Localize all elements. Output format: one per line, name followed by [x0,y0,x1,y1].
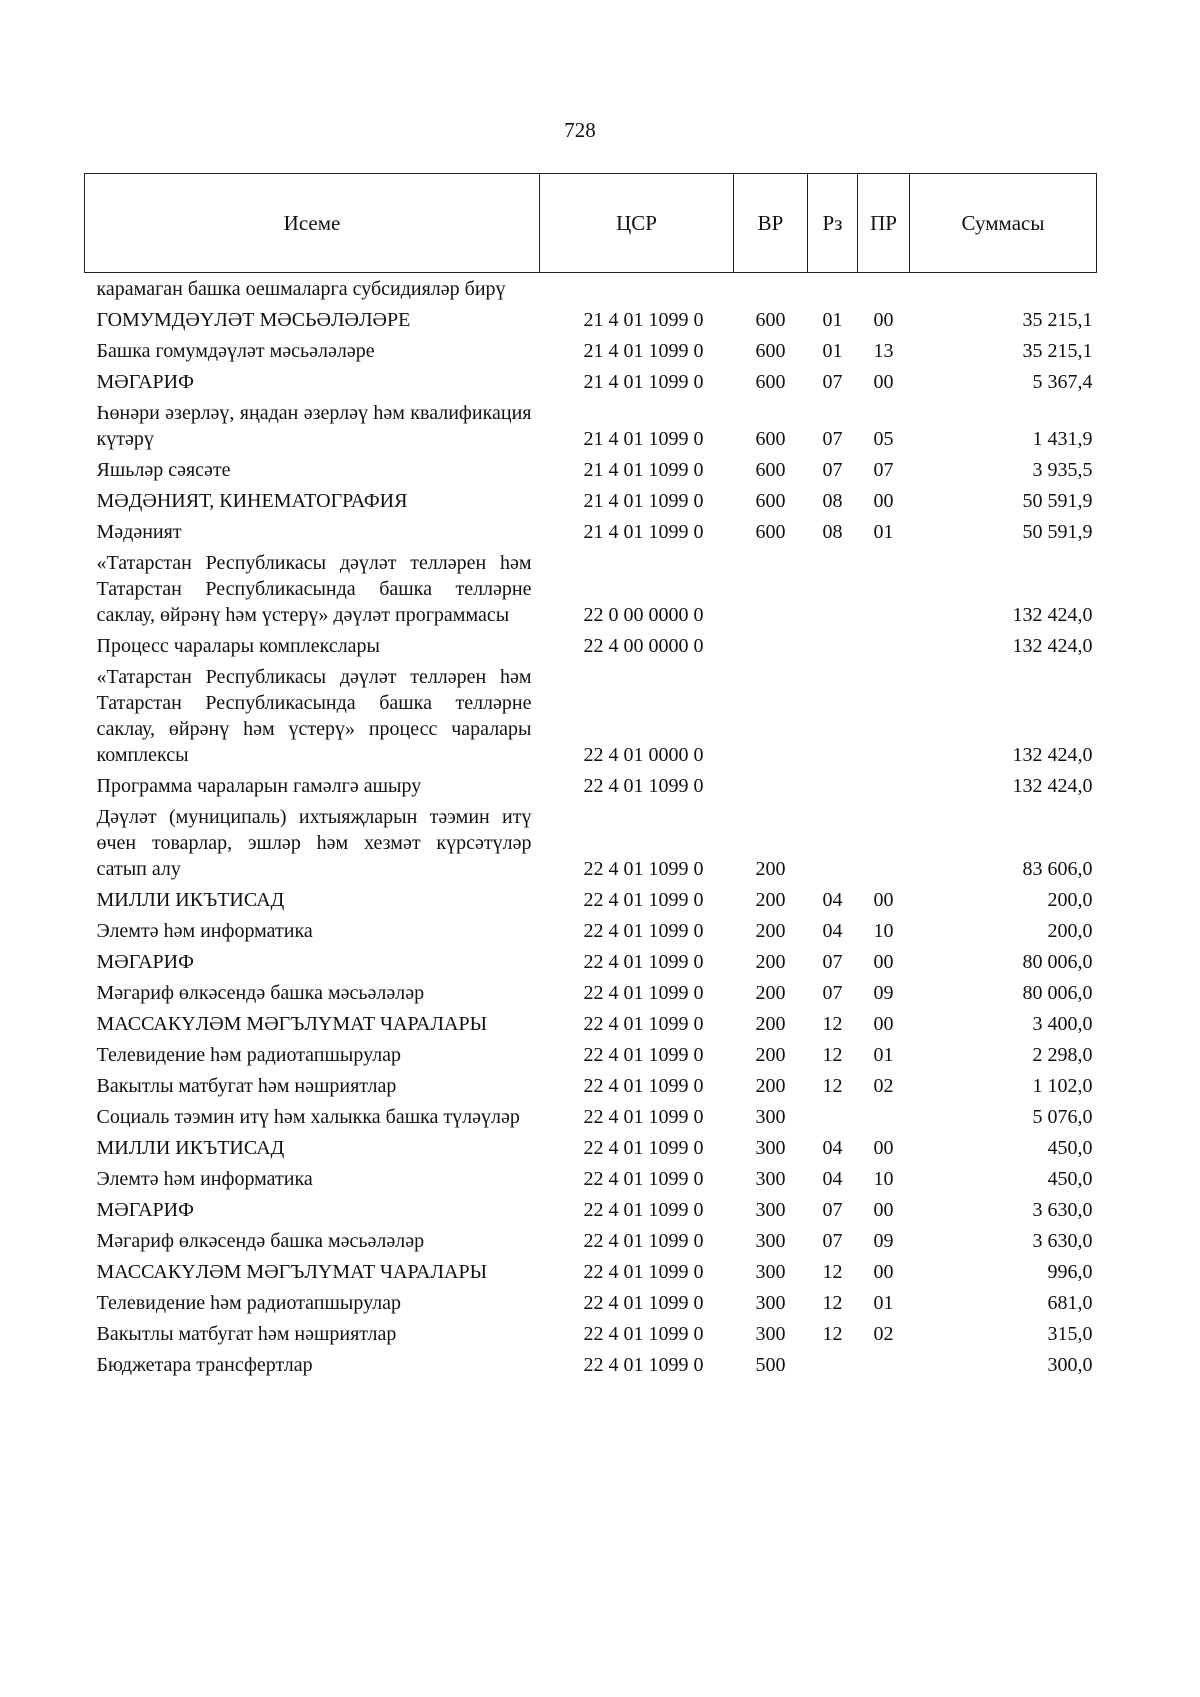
cell-csr: 22 4 01 1099 0 [583,858,704,880]
cell-csr: 22 4 01 1099 0 [583,1261,704,1283]
cell-rz: 07 [822,1230,843,1252]
cell-csr [540,273,734,305]
cell-csr: 22 4 01 1099 0 [583,1292,704,1314]
cell-pr: 00 [873,490,894,512]
cell-csr: 21 4 01 1099 0 [583,309,704,331]
cell-pr: 01 [873,1292,894,1314]
cell-name: Бюджетара трансфертлар [96,1354,313,1376]
table-row [85,661,1097,770]
cell-sum: 315,0 [1047,1323,1093,1345]
cell-rz: 12 [822,1292,843,1314]
cell-sum: 1 102,0 [1032,1075,1093,1097]
cell-sum: 132 424,0 [1012,604,1093,626]
cell-name: Телевидение һәм радиотапшырулар [96,1044,402,1066]
cell-sum: 3 400,0 [1032,1013,1093,1035]
cell-pr: 00 [873,1199,894,1221]
cell-name: карамаган башка оешмаларга субсидияләр бирү [96,278,506,300]
cell-sum: 681,0 [1047,1292,1093,1314]
cell-sum: 1 431,9 [1032,428,1093,450]
cell-pr: 00 [873,309,894,331]
table-body [85,273,1097,1381]
cell-pr: 01 [873,1044,894,1066]
cell-rz: 01 [822,309,843,331]
cell-pr: 00 [873,371,894,393]
table-row [85,397,1097,454]
cell-vr [734,547,808,630]
header-name: Исеме [85,174,540,273]
table-row [85,1287,1097,1318]
cell-pr [858,661,910,770]
cell-vr: 300 [755,1199,786,1221]
cell-csr: 22 4 01 1099 0 [583,1044,704,1066]
cell-rz: 07 [822,428,843,450]
cell-name: Вакытлы матбугат һәм нәшриятлар [96,1323,397,1345]
table-row [85,304,1097,335]
cell-vr: 300 [755,1106,786,1128]
cell-name: МИЛЛИ ИКЪТИСАД [96,889,285,911]
cell-csr: 22 4 01 0000 0 [583,744,704,766]
table-row [85,801,1097,884]
cell-vr [734,770,808,801]
cell-sum: 200,0 [1047,920,1093,942]
cell-csr: 22 4 01 1099 0 [583,1230,704,1252]
cell-vr: 600 [755,428,786,450]
table-row [85,516,1097,547]
cell-pr [858,770,910,801]
cell-vr [734,661,808,770]
table-row [85,1163,1097,1194]
cell-name: Элемтә һәм информатика [96,920,313,942]
cell-name: «Татарстан Республикасы дәүләт телләрен һәм Татарстан Республикасында башка телләрне саклау, өйрәнү һәм үстерү» дәүләт программасы [96,552,532,626]
cell-csr: 22 4 01 1099 0 [583,982,704,1004]
cell-rz [808,661,858,770]
cell-vr: 600 [755,309,786,331]
cell-rz: 04 [822,1137,843,1159]
cell-sum: 996,0 [1047,1261,1093,1283]
cell-vr: 300 [755,1261,786,1283]
cell-csr: 22 4 01 1099 0 [583,1354,704,1376]
table-row [85,770,1097,801]
cell-name: МӘГАРИФ [96,1199,194,1221]
cell-pr: 09 [873,1230,894,1252]
cell-pr [858,1101,910,1132]
cell-sum: 3 630,0 [1032,1199,1093,1221]
cell-csr: 22 0 00 0000 0 [583,604,704,626]
table-row [85,485,1097,516]
cell-csr: 22 4 01 1099 0 [583,775,704,797]
cell-csr: 21 4 01 1099 0 [583,428,704,450]
cell-pr: 02 [873,1075,894,1097]
cell-rz: 07 [822,982,843,1004]
cell-csr: 22 4 01 1099 0 [583,1106,704,1128]
page-number: 728 [564,118,596,142]
cell-name: Телевидение һәм радиотапшырулар [96,1292,402,1314]
cell-vr [734,630,808,661]
cell-name: Мәдәният [96,521,182,543]
cell-name: Вакытлы матбугат һәм нәшриятлар [96,1075,397,1097]
cell-name: Яшьләр сәясәте [96,459,231,481]
cell-csr: 21 4 01 1099 0 [583,459,704,481]
header-csr: ЦСР [540,174,734,273]
budget-table [84,173,1097,1380]
cell-name: МӘГАРИФ [96,371,194,393]
cell-vr: 200 [755,951,786,973]
cell-vr: 600 [755,340,786,362]
cell-rz: 07 [822,459,843,481]
cell-sum: 3 630,0 [1032,1230,1093,1252]
header-pr: ПР [858,174,910,273]
cell-csr: 22 4 01 1099 0 [583,951,704,973]
cell-vr: 300 [755,1168,786,1190]
header-sum: Суммасы [910,174,1097,273]
cell-pr [858,1349,910,1380]
cell-rz: 12 [822,1261,843,1283]
cell-rz: 07 [822,1199,843,1221]
cell-csr: 22 4 00 0000 0 [583,635,704,657]
cell-pr: 05 [873,428,894,450]
table-row [85,1349,1097,1380]
table-row [85,335,1097,366]
cell-rz [808,1101,858,1132]
cell-csr: 22 4 01 1099 0 [583,889,704,911]
cell-sum: 50 591,9 [1022,521,1093,543]
header-rz: Рз [808,174,858,273]
cell-name: МӘДӘНИЯТ, КИНЕМАТОГРАФИЯ [96,490,408,512]
cell-pr [858,630,910,661]
cell-rz [808,630,858,661]
cell-sum: 132 424,0 [1012,744,1093,766]
cell-rz [808,1349,858,1380]
cell-vr: 200 [755,920,786,942]
cell-name: Процесс чаралары комплекслары [96,635,380,657]
cell-rz [808,801,858,884]
cell-name: Социаль тәэмин итү һәм халыкка башка түләүләр [96,1106,520,1128]
cell-vr [734,273,808,305]
cell-sum: 5 367,4 [1032,371,1093,393]
cell-vr: 200 [755,858,786,880]
cell-rz [808,547,858,630]
cell-sum: 50 591,9 [1022,490,1093,512]
cell-pr [858,273,910,305]
cell-pr: 00 [873,1137,894,1159]
table-row [85,1101,1097,1132]
cell-vr: 200 [755,1075,786,1097]
cell-name: Башка гомумдәүләт мәсьәләләре [96,340,375,362]
cell-rz [808,273,858,305]
cell-name: Мәгариф өлкәсендә башка мәсьәләләр [96,1230,425,1252]
cell-sum: 450,0 [1047,1137,1093,1159]
cell-pr: 00 [873,1013,894,1035]
cell-pr: 00 [873,1261,894,1283]
cell-csr: 22 4 01 1099 0 [583,1199,704,1221]
cell-rz: 07 [822,371,843,393]
table-header [85,174,1097,273]
cell-sum: 80 006,0 [1022,982,1093,1004]
table-row [85,1194,1097,1225]
table-row [85,1225,1097,1256]
cell-csr: 22 4 01 1099 0 [583,1168,704,1190]
cell-vr: 500 [755,1354,786,1376]
cell-csr: 22 4 01 1099 0 [583,1323,704,1345]
cell-name: Мәгариф өлкәсендә башка мәсьәләләр [96,982,425,1004]
cell-csr: 21 4 01 1099 0 [583,490,704,512]
cell-rz: 08 [822,521,843,543]
cell-sum: 3 935,5 [1032,459,1093,481]
cell-sum: 83 606,0 [1022,858,1093,880]
cell-vr: 600 [755,490,786,512]
table-row [85,1132,1097,1163]
table-row [85,977,1097,1008]
cell-rz: 08 [822,490,843,512]
cell-vr: 300 [755,1292,786,1314]
cell-csr: 22 4 01 1099 0 [583,920,704,942]
table-row [85,1318,1097,1349]
cell-vr: 200 [755,982,786,1004]
cell-sum: 35 215,1 [1022,340,1093,362]
table-row [85,946,1097,977]
cell-name: Һөнәри әзерләү, яңадан әзерләү һәм квалификация күтәрү [96,402,532,450]
cell-csr: 22 4 01 1099 0 [583,1137,704,1159]
cell-name: МИЛЛИ ИКЪТИСАД [96,1137,285,1159]
table-row [85,273,1097,305]
cell-csr: 22 4 01 1099 0 [583,1075,704,1097]
cell-pr: 02 [873,1323,894,1345]
cell-vr: 200 [755,1013,786,1035]
table-row [85,884,1097,915]
table-row [85,1008,1097,1039]
cell-sum: 2 298,0 [1032,1044,1093,1066]
cell-csr: 21 4 01 1099 0 [583,371,704,393]
cell-rz: 04 [822,920,843,942]
cell-name: Дәүләт (муниципаль) ихтыяҗларын тәэмин итү өчен товарлар, эшләр һәм хезмәт күрсәтүләр сатып алу [96,806,532,880]
cell-pr: 01 [873,521,894,543]
cell-vr: 600 [755,521,786,543]
cell-pr [858,547,910,630]
cell-csr: 21 4 01 1099 0 [583,521,704,543]
cell-pr: 09 [873,982,894,1004]
cell-name: МӘГАРИФ [96,951,194,973]
cell-sum: 300,0 [1047,1354,1093,1376]
table-row [85,547,1097,630]
cell-pr: 07 [873,459,894,481]
cell-name: ГОМУМДӘҮЛӘТ МӘСЬӘЛӘЛӘРЕ [96,309,411,331]
cell-sum: 35 215,1 [1022,309,1093,331]
table-row [85,1256,1097,1287]
table-row [85,1070,1097,1101]
cell-name: Элемтә һәм информатика [96,1168,313,1190]
header-vr: ВР [734,174,808,273]
table-row [85,630,1097,661]
cell-name: Программа чараларын гамәлгә ашыру [96,775,422,797]
cell-vr: 600 [755,459,786,481]
cell-vr: 300 [755,1323,786,1345]
table-row [85,1039,1097,1070]
cell-csr: 21 4 01 1099 0 [583,340,704,362]
cell-rz: 12 [822,1075,843,1097]
cell-vr: 200 [755,1044,786,1066]
cell-name: МАССАКҮЛӘМ МӘГЪЛҮМАТ ЧАРАЛАРЫ [96,1261,488,1283]
cell-sum: 132 424,0 [1012,775,1093,797]
cell-rz: 12 [822,1013,843,1035]
cell-csr: 22 4 01 1099 0 [583,1013,704,1035]
cell-rz: 07 [822,951,843,973]
cell-sum [910,273,1097,305]
cell-rz: 12 [822,1044,843,1066]
cell-pr: 10 [873,920,894,942]
cell-vr: 300 [755,1137,786,1159]
cell-vr: 600 [755,371,786,393]
cell-name: МАССАКҮЛӘМ МӘГЪЛҮМАТ ЧАРАЛАРЫ [96,1013,488,1035]
cell-sum: 5 076,0 [1032,1106,1093,1128]
cell-pr: 00 [873,951,894,973]
cell-rz: 12 [822,1323,843,1345]
table-row [85,454,1097,485]
cell-vr: 300 [755,1230,786,1252]
cell-sum: 80 006,0 [1022,951,1093,973]
cell-vr: 200 [755,889,786,911]
cell-sum: 450,0 [1047,1168,1093,1190]
cell-rz: 04 [822,1168,843,1190]
cell-pr: 10 [873,1168,894,1190]
cell-sum: 200,0 [1047,889,1093,911]
cell-pr [858,801,910,884]
table-row [85,915,1097,946]
cell-sum: 132 424,0 [1012,635,1093,657]
cell-rz: 04 [822,889,843,911]
cell-rz: 01 [822,340,843,362]
cell-pr: 13 [873,340,894,362]
table-row [85,366,1097,397]
cell-rz [808,770,858,801]
cell-pr: 00 [873,889,894,911]
cell-name: «Татарстан Республикасы дәүләт телләрен һәм Татарстан Республикасында башка телләрне саклау, өйрәнү һәм үстерү» процесс чаралары комплексы [96,666,532,766]
